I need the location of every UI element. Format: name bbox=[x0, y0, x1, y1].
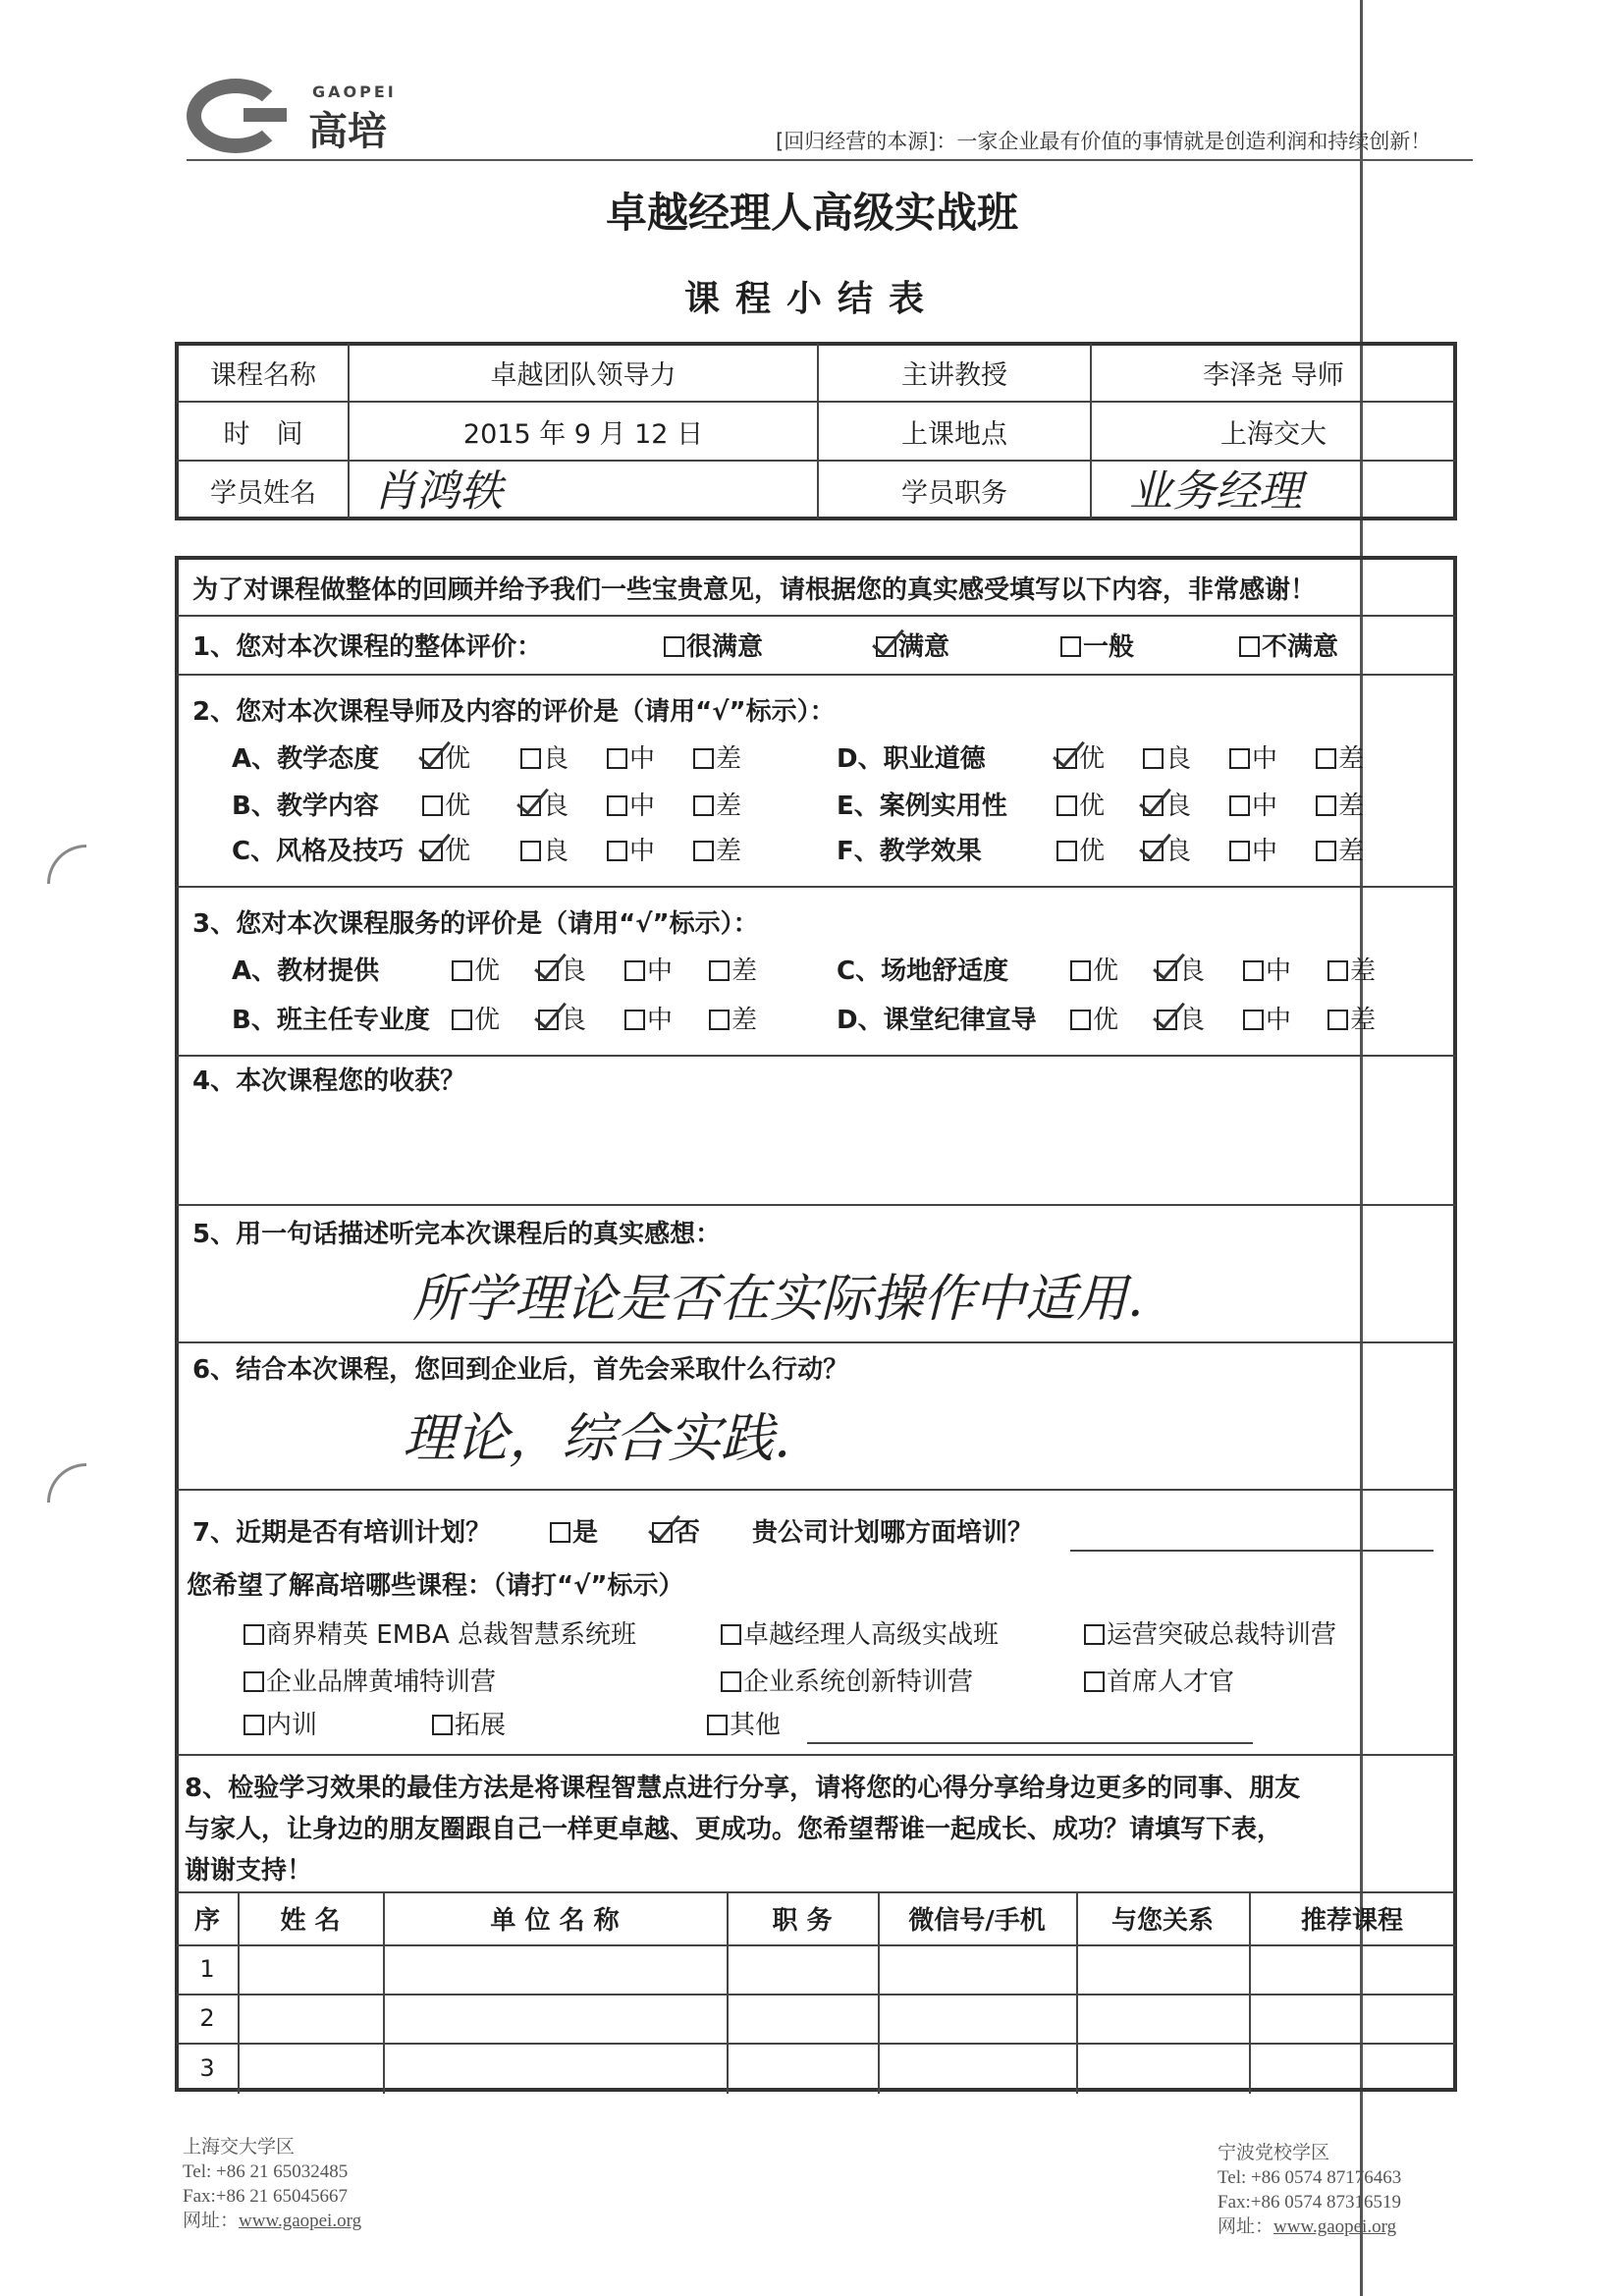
q2-item-label: D、职业道德 bbox=[837, 744, 986, 774]
teacher-label: 主讲教授 bbox=[901, 359, 1007, 391]
table-header: 推荐课程 bbox=[1300, 1905, 1403, 1936]
course-option-cto[interactable]: 首席人才官 bbox=[1084, 1662, 1234, 1698]
rating-option[interactable]: 中 bbox=[1229, 831, 1277, 867]
checkbox-checked[interactable] bbox=[422, 748, 443, 769]
checkbox[interactable] bbox=[520, 841, 541, 861]
q2-item-label: A、教学态度 bbox=[232, 744, 380, 774]
checkbox[interactable] bbox=[1070, 1010, 1091, 1030]
header-divider bbox=[187, 159, 1473, 161]
student-value-handwritten[interactable]: 肖鸿轶 bbox=[373, 466, 503, 517]
student-label: 学员姓名 bbox=[210, 477, 316, 509]
rating-option[interactable]: 中 bbox=[1243, 951, 1291, 987]
checkbox-checked[interactable] bbox=[876, 636, 896, 657]
table-header: 姓 名 bbox=[280, 1905, 341, 1936]
rating-option[interactable]: 差 bbox=[1327, 1000, 1376, 1036]
checkbox[interactable] bbox=[1070, 960, 1091, 981]
checkbox-checked[interactable] bbox=[1056, 748, 1077, 769]
rating-option[interactable]: 中 bbox=[624, 951, 673, 987]
rating-option[interactable]: 差 bbox=[1316, 786, 1364, 822]
rating-option[interactable]: 中 bbox=[607, 738, 655, 775]
rating-option[interactable]: 优 bbox=[422, 786, 470, 822]
q1-option-very-satisfied[interactable]: 很满意 bbox=[664, 627, 763, 663]
checkbox-checked[interactable] bbox=[1157, 1010, 1177, 1030]
course-option-emba[interactable]: 商界精英 EMBA 总裁智慧系统班 bbox=[244, 1614, 636, 1651]
checkbox[interactable] bbox=[721, 1624, 741, 1645]
position-label: 学员职务 bbox=[901, 477, 1007, 509]
table-header: 微信号/手机 bbox=[908, 1905, 1046, 1936]
checkbox[interactable] bbox=[624, 960, 645, 981]
position-value-handwritten[interactable]: 业务经理 bbox=[1129, 466, 1302, 517]
rating-option[interactable]: 优 bbox=[1070, 951, 1118, 987]
footer-left-tel: Tel: +86 21 65032485 bbox=[183, 2161, 349, 2182]
table-cell-input[interactable] bbox=[727, 2043, 878, 2094]
checkbox[interactable] bbox=[1084, 1671, 1105, 1692]
q3-item-label: B、班主任专业度 bbox=[232, 1006, 430, 1035]
checkbox-checked[interactable] bbox=[538, 1010, 559, 1030]
table-cell-input[interactable] bbox=[727, 1944, 878, 1994]
q3-item-label: A、教材提供 bbox=[232, 957, 380, 986]
checkbox[interactable] bbox=[550, 1522, 570, 1543]
footer-right-web-link[interactable]: www.gaopei.org bbox=[1273, 2216, 1397, 2237]
rating-option[interactable]: 差 bbox=[709, 1000, 757, 1036]
checkbox[interactable] bbox=[422, 795, 443, 816]
checkbox-checked[interactable] bbox=[520, 795, 541, 816]
checkbox[interactable] bbox=[664, 636, 684, 657]
footer-left-web-label: 网址： bbox=[183, 2211, 240, 2231]
footer-right-campus: 宁波党校学区 bbox=[1218, 2143, 1330, 2163]
checkbox[interactable] bbox=[520, 748, 541, 769]
table-cell-input[interactable] bbox=[1076, 2043, 1249, 2094]
checkbox-checked[interactable] bbox=[422, 841, 443, 861]
checkbox-checked[interactable] bbox=[652, 1522, 673, 1543]
checkbox[interactable] bbox=[452, 960, 472, 981]
rating-option[interactable]: 差 bbox=[1327, 951, 1376, 987]
table-cell-input[interactable] bbox=[1076, 1944, 1249, 1994]
table-cell-input[interactable] bbox=[238, 2043, 383, 2094]
table-cell-input[interactable] bbox=[383, 1994, 727, 2043]
checkbox[interactable] bbox=[707, 1715, 728, 1735]
rating-option[interactable]: 良 bbox=[1143, 786, 1191, 822]
footer-right-fax: Fax:+86 0574 87316519 bbox=[1218, 2192, 1401, 2213]
course-option-innovation[interactable]: 企业系统创新特训营 bbox=[721, 1662, 973, 1698]
other-course-line[interactable] bbox=[807, 1742, 1253, 1744]
q2-item-label: E、案例实用性 bbox=[837, 792, 1007, 821]
checkbox[interactable] bbox=[1243, 960, 1264, 981]
q7-plan-question: 贵公司计划哪方面培训？ bbox=[752, 1518, 1034, 1548]
punch-hole bbox=[47, 845, 86, 884]
checkbox[interactable] bbox=[624, 1010, 645, 1030]
rating-option[interactable]: 中 bbox=[624, 1000, 673, 1036]
rating-option[interactable]: 差 bbox=[693, 831, 741, 867]
course-option-operations[interactable]: 运营突破总裁特训营 bbox=[1084, 1614, 1336, 1651]
table-cell-input[interactable] bbox=[238, 1944, 383, 1994]
checkbox[interactable] bbox=[452, 1010, 472, 1030]
table-cell-input[interactable] bbox=[878, 2043, 1076, 2094]
checkbox[interactable] bbox=[721, 1671, 741, 1692]
rating-option[interactable]: 中 bbox=[1229, 738, 1277, 775]
rating-option[interactable]: 良 bbox=[1157, 951, 1205, 987]
q8-text-line3: 谢谢支持！ bbox=[185, 1856, 313, 1886]
rating-option[interactable]: 中 bbox=[607, 786, 655, 822]
time-label: 时 间 bbox=[223, 418, 303, 450]
q2-item-label: C、风格及技巧 bbox=[232, 837, 405, 866]
q1-option-satisfied[interactable]: 满意 bbox=[876, 627, 949, 663]
q1-option-unsatisfied[interactable]: 不满意 bbox=[1239, 627, 1338, 663]
table-cell-input[interactable] bbox=[878, 1944, 1076, 1994]
q6-question: 6、结合本次课程，您回到企业后，首先会采取什么行动？ bbox=[192, 1355, 849, 1385]
q8-text-line1: 8、检验学习效果的最佳方法是将课程智慧点进行分享，请将您的心得分享给身边更多的同事、朋友 bbox=[185, 1774, 1301, 1803]
table-row-number: 2 bbox=[199, 2004, 215, 2032]
table-cell-input[interactable] bbox=[1249, 1994, 1455, 2043]
rating-option[interactable]: 差 bbox=[1316, 738, 1364, 775]
rating-option[interactable]: 良 bbox=[520, 786, 568, 822]
checkbox[interactable] bbox=[607, 748, 627, 769]
q7-option-no[interactable]: 否 bbox=[652, 1512, 700, 1549]
rating-option[interactable]: 优 bbox=[422, 831, 470, 867]
rating-option[interactable]: 中 bbox=[607, 831, 655, 867]
rating-option[interactable]: 差 bbox=[693, 786, 741, 822]
table-cell-input[interactable] bbox=[727, 1994, 878, 2043]
footer-left-web-link[interactable]: www.gaopei.org bbox=[239, 2211, 362, 2231]
rating-option[interactable]: 中 bbox=[1229, 786, 1277, 822]
table-header: 单 位 名 称 bbox=[490, 1905, 620, 1936]
page-subtitle: 课程小结表 bbox=[683, 279, 940, 319]
checkbox[interactable] bbox=[607, 795, 627, 816]
footer-left-campus: 上海交大学区 bbox=[183, 2137, 296, 2158]
page-title: 卓越经理人高级实战班 bbox=[605, 189, 1018, 237]
time-value[interactable]: 2015 年 9 月 12 日 bbox=[462, 418, 704, 450]
logo-en: GAOPEI bbox=[312, 82, 397, 101]
q2-question: 2、您对本次课程导师及内容的评价是（请用“√”标示）： bbox=[192, 697, 836, 727]
table-cell-input[interactable] bbox=[1249, 1944, 1455, 1994]
rating-option[interactable]: 差 bbox=[709, 951, 757, 987]
table-cell-input[interactable] bbox=[238, 1994, 383, 2043]
rating-option[interactable]: 良 bbox=[520, 738, 568, 775]
table-header: 与您关系 bbox=[1110, 1905, 1214, 1936]
rating-option[interactable]: 优 bbox=[1056, 738, 1105, 775]
course-label: 课程名称 bbox=[210, 359, 316, 391]
checkbox[interactable] bbox=[1327, 960, 1348, 981]
teacher-value[interactable]: 李泽尧 导师 bbox=[1203, 359, 1344, 391]
checkbox[interactable] bbox=[1229, 841, 1250, 861]
q1-question: 1、您对本次课程的整体评价： bbox=[192, 632, 543, 662]
table-row-number: 3 bbox=[199, 2054, 215, 2082]
q1-option-average[interactable]: 一般 bbox=[1060, 627, 1134, 663]
q7-courses-question: 您希望了解高培哪些课程：（请打“√”标示） bbox=[187, 1571, 684, 1601]
table-cell-input[interactable] bbox=[1249, 2043, 1455, 2094]
table-row-number: 1 bbox=[199, 1955, 215, 1983]
table-cell-input[interactable] bbox=[383, 1944, 727, 1994]
footer-left-fax: Fax:+86 21 65045667 bbox=[183, 2186, 348, 2207]
checkbox[interactable] bbox=[693, 841, 714, 861]
course-value[interactable]: 卓越团队领导力 bbox=[490, 359, 677, 391]
checkbox-checked[interactable] bbox=[538, 960, 559, 981]
q8-text-line2: 与家人，让身边的朋友圈跟自己一样更卓越、更成功。您希望帮谁一起成长、成功？请填写下表， bbox=[185, 1815, 1283, 1844]
checkbox[interactable] bbox=[693, 795, 714, 816]
rating-option[interactable]: 中 bbox=[1243, 1000, 1291, 1036]
course-option-other[interactable]: 其他 bbox=[707, 1705, 781, 1741]
rating-option[interactable]: 良 bbox=[1157, 1000, 1205, 1036]
checkbox[interactable] bbox=[1316, 795, 1336, 816]
checkbox[interactable] bbox=[1229, 795, 1250, 816]
gaopei-logo bbox=[187, 71, 422, 159]
logo-cn: 高培 bbox=[308, 109, 387, 154]
footer-right bbox=[1218, 2141, 1401, 2239]
checkbox[interactable] bbox=[244, 1715, 264, 1735]
checkbox[interactable] bbox=[1327, 1010, 1348, 1030]
q6-answer-handwritten[interactable]: 理论，综合实践. bbox=[403, 1407, 791, 1469]
checkbox[interactable] bbox=[244, 1624, 264, 1645]
checkbox[interactable] bbox=[709, 960, 730, 981]
checkbox[interactable] bbox=[1056, 841, 1077, 861]
rating-option[interactable]: 优 bbox=[1056, 831, 1105, 867]
q7-question: 7、近期是否有培训计划？ bbox=[192, 1518, 492, 1548]
rating-option[interactable]: 差 bbox=[693, 738, 741, 775]
rating-option[interactable]: 优 bbox=[1056, 786, 1105, 822]
intro-text: 为了对课程做整体的回顾并给予我们一些宝贵意见，请根据您的真实感受填写以下内容，非常感谢！ bbox=[192, 575, 1317, 605]
checkbox[interactable] bbox=[607, 841, 627, 861]
q5-question: 5、用一句话描述听完本次课程后的真实感想： bbox=[192, 1220, 722, 1249]
checkbox[interactable] bbox=[1143, 748, 1164, 769]
checkbox[interactable] bbox=[1056, 795, 1077, 816]
checkbox[interactable] bbox=[1229, 748, 1250, 769]
checkbox-checked[interactable] bbox=[1157, 960, 1177, 981]
q2-item-label: F、教学效果 bbox=[837, 837, 982, 866]
course-option-manager[interactable]: 卓越经理人高级实战班 bbox=[721, 1614, 999, 1651]
table-cell-input[interactable] bbox=[1076, 1994, 1249, 2043]
rating-option[interactable]: 优 bbox=[452, 951, 500, 987]
rating-option[interactable]: 优 bbox=[452, 1000, 500, 1036]
checkbox[interactable] bbox=[432, 1715, 453, 1735]
checkbox[interactable] bbox=[693, 748, 714, 769]
rating-option[interactable]: 良 bbox=[520, 831, 568, 867]
punch-hole bbox=[47, 1463, 86, 1503]
rating-option[interactable]: 良 bbox=[538, 1000, 586, 1036]
q2-item-label: B、教学内容 bbox=[232, 792, 379, 821]
q4-question: 4、本次课程您的收获？ bbox=[192, 1066, 466, 1096]
rating-option[interactable]: 优 bbox=[422, 738, 470, 775]
rating-option[interactable]: 良 bbox=[538, 951, 586, 987]
place-value[interactable]: 上海交大 bbox=[1220, 418, 1326, 450]
rating-option[interactable]: 优 bbox=[1070, 1000, 1118, 1036]
course-option-inhouse[interactable]: 内训 bbox=[244, 1705, 317, 1741]
checkbox[interactable] bbox=[709, 1010, 730, 1030]
checkbox[interactable] bbox=[1239, 636, 1260, 657]
table-cell-input[interactable] bbox=[878, 1994, 1076, 2043]
table-header: 职 务 bbox=[772, 1905, 833, 1936]
q7-plan-answer-line[interactable] bbox=[1070, 1550, 1434, 1552]
course-option-outreach[interactable]: 拓展 bbox=[432, 1705, 506, 1741]
course-option-brand[interactable]: 企业品牌黄埔特训营 bbox=[244, 1662, 496, 1698]
q5-answer-handwritten[interactable]: 所学理论是否在实际操作中适用. bbox=[412, 1270, 1144, 1329]
footer-left bbox=[183, 2135, 361, 2233]
checkbox[interactable] bbox=[1316, 841, 1336, 861]
rating-option[interactable]: 差 bbox=[1316, 831, 1364, 867]
checkbox[interactable] bbox=[1316, 748, 1336, 769]
place-label: 上课地点 bbox=[901, 418, 1007, 450]
checkbox-checked[interactable] bbox=[1143, 795, 1164, 816]
q3-item-label: C、场地舒适度 bbox=[837, 957, 1009, 986]
table-cell-input[interactable] bbox=[383, 2043, 727, 2094]
footer-right-tel: Tel: +86 0574 87176463 bbox=[1218, 2167, 1402, 2188]
checkbox[interactable] bbox=[1243, 1010, 1264, 1030]
checkbox[interactable] bbox=[244, 1671, 264, 1692]
table-header: 序 bbox=[193, 1905, 220, 1936]
footer-right-web-label: 网址： bbox=[1218, 2216, 1274, 2237]
q3-question: 3、您对本次课程服务的评价是（请用“√”标示）： bbox=[192, 909, 759, 939]
q3-item-label: D、课堂纪律宣导 bbox=[837, 1006, 1037, 1035]
checkbox[interactable] bbox=[1084, 1624, 1105, 1645]
checkbox[interactable] bbox=[1060, 636, 1081, 657]
rating-option[interactable]: 良 bbox=[1143, 831, 1191, 867]
slogan: [回归经营的本源]：一家企业最有价值的事情就是创造利润和持续创新！ bbox=[776, 130, 1432, 153]
q7-option-yes[interactable]: 是 bbox=[550, 1512, 598, 1549]
checkbox-checked[interactable] bbox=[1143, 841, 1164, 861]
rating-option[interactable]: 良 bbox=[1143, 738, 1191, 775]
